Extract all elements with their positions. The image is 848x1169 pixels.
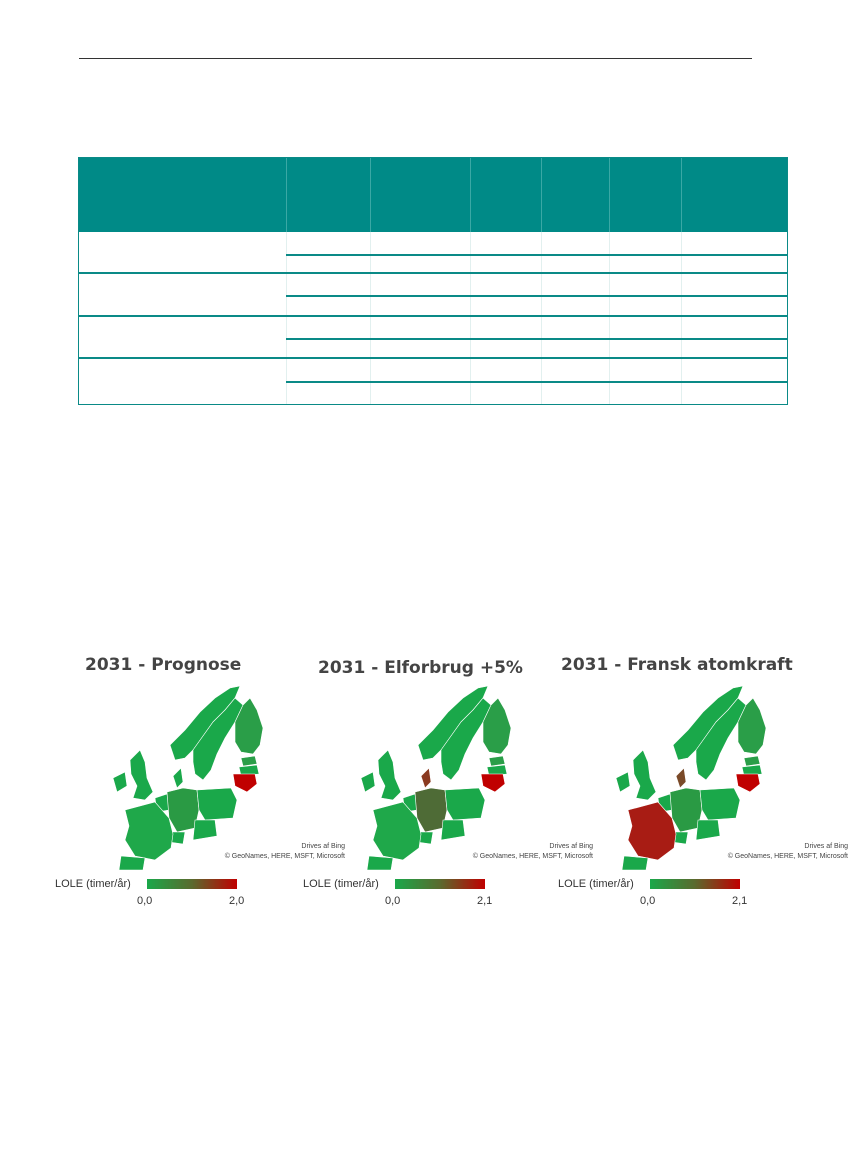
estonia-region	[489, 756, 505, 766]
central-region	[441, 820, 465, 840]
uk-region	[378, 750, 401, 800]
legend-min: 0,0	[137, 895, 153, 907]
poland-region	[700, 788, 740, 820]
legend-min: 0,0	[640, 895, 656, 907]
header-separator	[681, 158, 682, 232]
legend-max: 2,0	[229, 895, 245, 907]
europe-map	[85, 650, 345, 870]
central-region	[193, 820, 217, 840]
legend-label: LOLE (timer/år)	[558, 878, 634, 890]
legend-max: 2,1	[477, 895, 493, 907]
ireland-region	[616, 772, 630, 792]
row-divider	[286, 295, 787, 297]
column-line	[370, 232, 371, 404]
data-table	[78, 157, 788, 405]
row-divider	[286, 381, 787, 383]
legend-gradient	[395, 879, 485, 889]
legend-min: 0,0	[385, 895, 401, 907]
estonia-region	[744, 756, 760, 766]
poland-region	[445, 788, 485, 820]
group-divider	[79, 272, 787, 274]
lithuania-region	[233, 774, 257, 792]
column-line	[286, 232, 287, 404]
row-divider	[286, 338, 787, 340]
map-title: 2031 - Prognose	[85, 655, 242, 675]
header-separator	[609, 158, 610, 232]
legend-gradient	[147, 879, 237, 889]
map-attribution: Drives af Bing © GeoNames, HERE, MSFT, Microsoft	[472, 843, 593, 860]
legend-gradient	[650, 879, 740, 889]
map-panel	[55, 650, 345, 910]
iberia-region	[367, 856, 393, 870]
column-line	[541, 232, 542, 404]
uk-region	[633, 750, 656, 800]
legend-max: 2,1	[732, 895, 748, 907]
map-panel	[558, 650, 848, 910]
ireland-region	[361, 772, 375, 792]
map-title: 2031 - Fransk atomkraft	[561, 655, 793, 675]
header-separator	[370, 158, 371, 232]
europe-map	[588, 650, 848, 870]
central-region	[696, 820, 720, 840]
uk-region	[130, 750, 153, 800]
map-panel	[303, 650, 593, 910]
poland-region	[197, 788, 237, 820]
header-separator	[541, 158, 542, 232]
header-rule	[79, 58, 752, 59]
header-separator	[286, 158, 287, 232]
map-attribution: Drives af Bing © GeoNames, HERE, MSFT, Microsoft	[224, 843, 345, 860]
europe-map	[333, 650, 593, 870]
denmark-region	[421, 768, 431, 788]
map-attribution: Drives af Bing © GeoNames, HERE, MSFT, Microsoft	[727, 843, 848, 860]
denmark-region	[676, 768, 686, 788]
iberia-region	[622, 856, 648, 870]
table-header	[79, 158, 787, 232]
legend-label: LOLE (timer/år)	[303, 878, 379, 890]
column-line	[609, 232, 610, 404]
estonia-region	[241, 756, 257, 766]
row-divider	[286, 254, 787, 256]
legend-label: LOLE (timer/år)	[55, 878, 131, 890]
column-line	[470, 232, 471, 404]
denmark-region	[173, 768, 183, 788]
header-separator	[470, 158, 471, 232]
group-divider	[79, 315, 787, 317]
lithuania-region	[736, 774, 760, 792]
column-line	[681, 232, 682, 404]
lithuania-region	[481, 774, 505, 792]
map-title: 2031 - Elforbrug +5%	[318, 658, 523, 678]
iberia-region	[119, 856, 145, 870]
group-divider	[79, 357, 787, 359]
ireland-region	[113, 772, 127, 792]
